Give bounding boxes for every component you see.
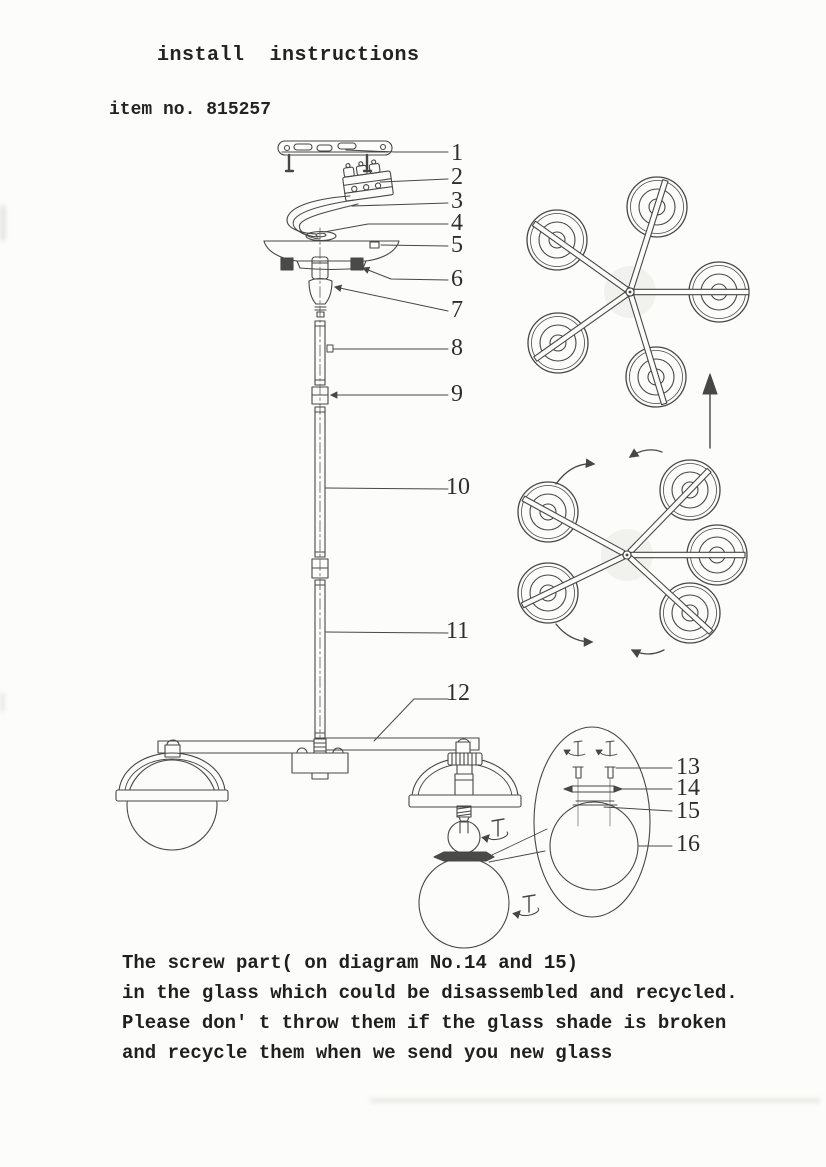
- retaining-screws: [568, 741, 617, 826]
- lamp-socket: [455, 774, 473, 797]
- part-label-12: 12: [446, 680, 470, 706]
- turn-screw-icon: [519, 895, 539, 916]
- recycle-note: [122, 948, 738, 1068]
- item-number: item no. 815257: [109, 100, 272, 120]
- part-label-14: 14: [676, 775, 700, 801]
- part-label-3: 3: [451, 188, 463, 214]
- screw-ring-14: [564, 786, 622, 792]
- right-globe-lamp-exploded-drawing: [409, 739, 547, 948]
- wires-drawing: [287, 196, 358, 239]
- connector-drawing: [309, 257, 332, 317]
- part-label-16: 16: [676, 831, 700, 857]
- part-label-8: 8: [451, 335, 463, 361]
- part-label-15: 15: [676, 798, 700, 824]
- left-glass-globe: [127, 760, 217, 850]
- arm-bar-drawing: [158, 738, 479, 779]
- right-glass-globe: [419, 858, 509, 948]
- part-label-7: 7: [451, 297, 463, 323]
- part-label-13: 13: [676, 754, 700, 780]
- part-label-2: 2: [451, 164, 463, 190]
- center-hub: [292, 753, 348, 773]
- note-line-2: in the glass which could be disassembled and recycled.: [122, 982, 738, 1004]
- top-view-diagram: [527, 177, 749, 407]
- note-line-1: The screw part( on diagram No.14 and 15): [122, 952, 579, 974]
- part-label-6: 6: [451, 266, 463, 292]
- part-label-10: 10: [446, 474, 470, 500]
- left-globe-lamp-drawing: [116, 740, 228, 850]
- light-bulb: [448, 806, 480, 853]
- top-view-rotation-diagram: [518, 450, 747, 654]
- part-label-5: 5: [451, 232, 463, 258]
- note-line-3: Please don' t throw them if the glass shade is broken: [122, 1012, 727, 1034]
- mounting-bracket-drawing: [278, 141, 392, 171]
- part-label-4: 4: [451, 210, 463, 236]
- part-label-11: 11: [446, 618, 470, 644]
- detail-bubble-drawing: [534, 727, 650, 917]
- canopy-screws-drawing: [281, 258, 363, 270]
- page-title: install instructions: [157, 44, 420, 67]
- canopy-latch: [370, 242, 379, 248]
- detail-glass-globe: [550, 802, 638, 890]
- leader-lines: [324, 150, 672, 846]
- globe-ring: [434, 852, 494, 861]
- gear-fitting: [448, 753, 482, 765]
- note-line-4: and recycle them when we send you new glass: [122, 1042, 613, 1064]
- turn-screw-icon: [488, 819, 508, 840]
- up-arrow: [703, 374, 717, 448]
- part-label-1: 1: [451, 140, 463, 166]
- part-label-9: 9: [451, 381, 463, 407]
